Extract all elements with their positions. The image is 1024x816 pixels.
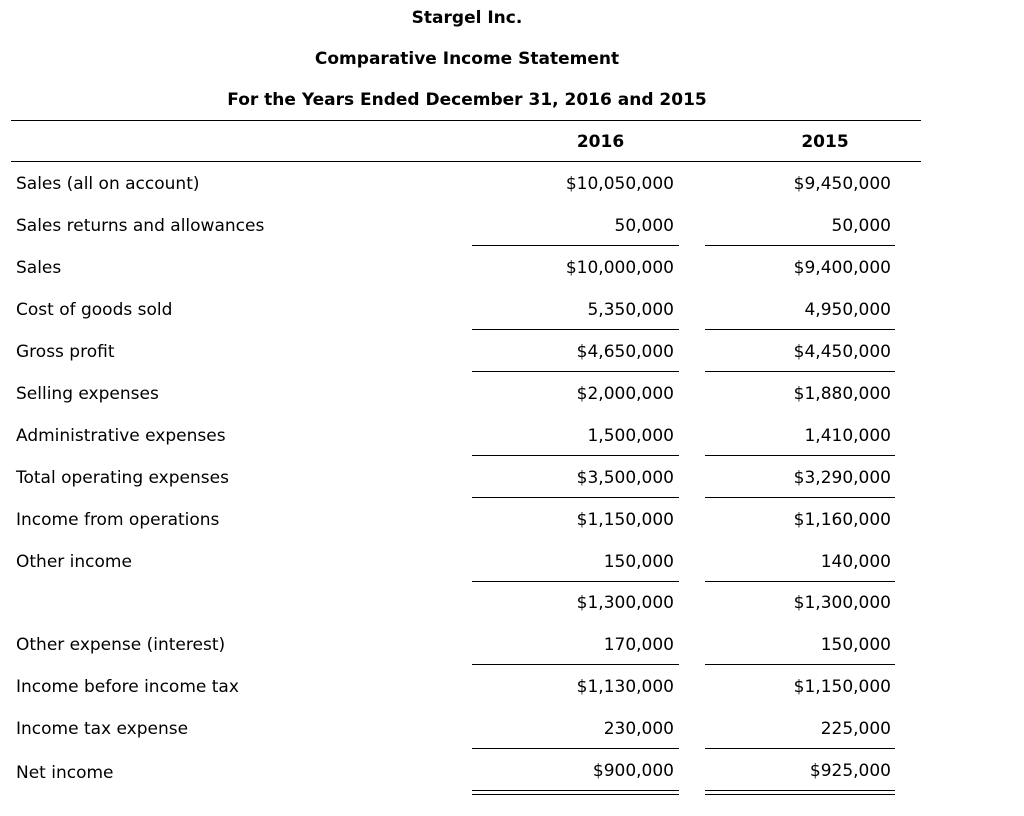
value-2016: 1,500,000 [587,426,674,446]
underline-2015 [705,455,895,456]
row-label: Sales returns and allowances [16,216,265,236]
value-2015: $1,150,000 [793,677,891,697]
underline-2016 [472,371,679,372]
row-label: Sales (all on account) [16,174,200,194]
value-2015: $1,300,000 [793,593,891,613]
column-header-2016: 2016 [576,132,625,152]
value-2016: $1,150,000 [576,510,674,530]
row-label: Income tax expense [16,719,189,739]
underline-2016 [472,748,679,749]
row-label: Total operating expenses [16,468,229,488]
underline-2015 [705,245,895,246]
value-2016: $10,050,000 [565,174,674,194]
underline-2015 [705,497,895,498]
value-2015: 225,000 [820,719,891,739]
value-2016: $10,000,000 [565,258,674,278]
row-label: Income from operations [16,510,220,530]
value-2015: $1,160,000 [793,510,891,530]
value-2016: $2,000,000 [576,384,674,404]
underline-2015 [705,329,895,330]
column-header-2015: 2015 [801,132,849,152]
row-label: Administrative expenses [16,426,226,446]
value-2015: 1,410,000 [804,426,891,446]
underline-2015 [705,748,895,749]
underline-2015 [705,664,895,665]
header-top-rule [11,120,921,121]
value-2016: 170,000 [603,635,674,655]
value-2015: $4,450,000 [793,342,891,362]
double-underline-2015-bottom [705,794,895,795]
underline-2016 [472,497,679,498]
value-2015: $925,000 [809,761,891,781]
value-2015: $1,880,000 [793,384,891,404]
value-2015: 150,000 [820,635,891,655]
row-sales-on-account [0,173,1024,195]
row-selling-expenses [0,383,1024,405]
value-2015: $3,290,000 [793,468,891,488]
row-label: Income before income tax [16,677,239,697]
underline-2016 [472,581,679,582]
underline-2015 [705,581,895,582]
value-2016: 5,350,000 [587,300,674,320]
statement-period: For the Years Ended December 31, 2016 and 2015 [227,90,707,110]
underline-2016 [472,455,679,456]
double-underline-2016-bottom [472,794,679,795]
value-2016: $3,500,000 [576,468,674,488]
row-income-tax-expense [0,718,1024,740]
row-label: Selling expenses [16,384,159,404]
row-label: Other income [16,552,132,572]
row-net-income [0,760,1024,782]
value-2015: $9,400,000 [793,258,891,278]
row-label: Gross profit [16,342,115,362]
row-cost-of-goods-sold [0,299,1024,321]
row-subtotal [0,592,1024,614]
underline-2015 [705,371,895,372]
underline-2016 [472,245,679,246]
value-2016: 50,000 [614,216,674,236]
value-2016: $900,000 [592,761,674,781]
header-bottom-rule [11,161,921,162]
value-2015: 4,950,000 [804,300,891,320]
row-other-expense-interest [0,634,1024,656]
value-2015: 140,000 [820,552,891,572]
value-2016: 230,000 [603,719,674,739]
row-other-income [0,551,1024,573]
row-label: Sales [16,258,62,278]
row-label: Cost of goods sold [16,300,173,320]
underline-2016 [472,664,679,665]
row-administrative-expenses [0,425,1024,447]
row-label: Net income [16,763,114,783]
row-total-operating-expenses [0,467,1024,489]
row-sales [0,257,1024,279]
row-label: Other expense (interest) [16,635,226,655]
value-2015: $9,450,000 [793,174,891,194]
double-underline-2016-top [472,790,679,791]
double-underline-2015-top [705,790,895,791]
row-sales-returns [0,215,1024,237]
statement-title: Comparative Income Statement [314,49,620,69]
row-gross-profit [0,341,1024,363]
company-name: Stargel Inc. [411,8,523,28]
row-income-from-operations [0,509,1024,531]
value-2016: $1,130,000 [576,677,674,697]
row-income-before-tax [0,676,1024,698]
value-2016: $4,650,000 [576,342,674,362]
value-2016: 150,000 [603,552,674,572]
value-2015: 50,000 [831,216,891,236]
value-2016: $1,300,000 [576,593,674,613]
underline-2016 [472,329,679,330]
